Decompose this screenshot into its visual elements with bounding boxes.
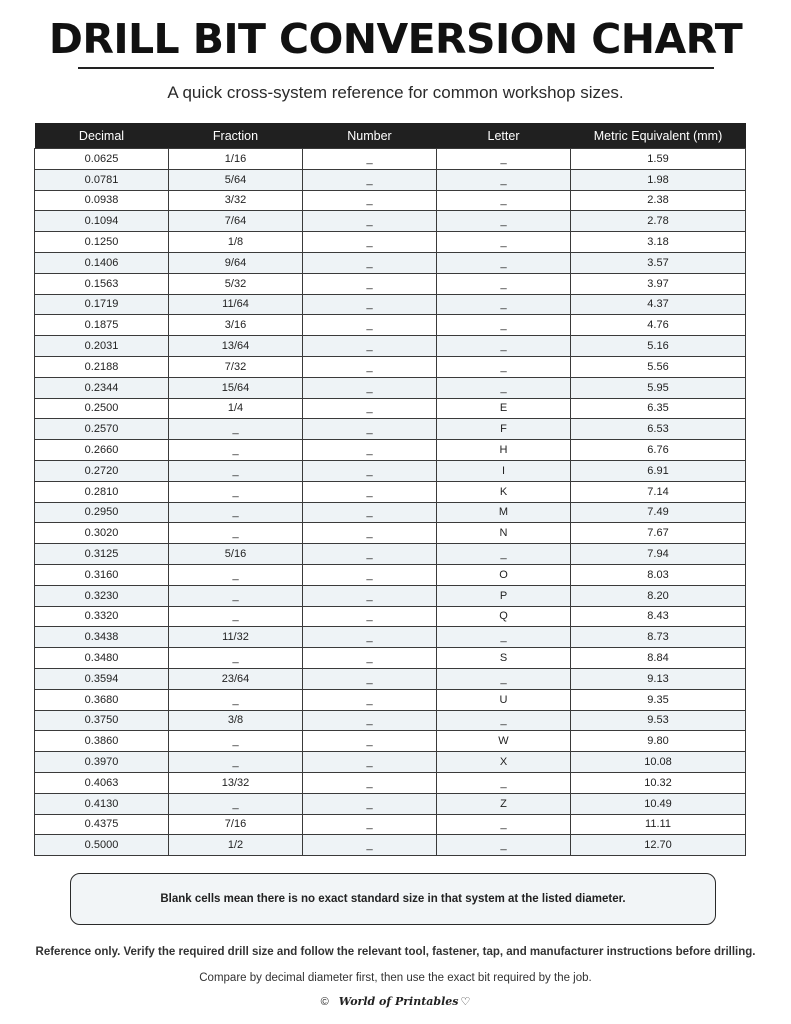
cell-decimal: 0.2500: [35, 398, 169, 419]
cell-metric: 2.78: [571, 211, 746, 232]
cell-metric: 8.73: [571, 627, 746, 648]
cell-letter: W: [437, 731, 571, 752]
cell-number: _: [303, 211, 437, 232]
cell-letter: _: [437, 149, 571, 170]
table-row: [35, 252, 746, 273]
cell-letter: Q: [437, 606, 571, 627]
cell-number: _: [303, 356, 437, 377]
cell-letter: _: [437, 544, 571, 565]
cell-letter: _: [437, 169, 571, 190]
cell-fraction: _: [169, 731, 303, 752]
cell-fraction: _: [169, 689, 303, 710]
cell-letter: K: [437, 481, 571, 502]
cell-fraction: 23/64: [169, 668, 303, 689]
cell-fraction: 5/64: [169, 169, 303, 190]
cell-fraction: _: [169, 793, 303, 814]
table-row: [35, 668, 746, 689]
cell-fraction: _: [169, 585, 303, 606]
table-row: [35, 710, 746, 731]
cell-letter: I: [437, 460, 571, 481]
table-row: [35, 481, 746, 502]
cell-number: _: [303, 232, 437, 253]
cell-number: _: [303, 190, 437, 211]
cell-number: _: [303, 419, 437, 440]
cell-fraction: 5/32: [169, 273, 303, 294]
table-row: [35, 648, 746, 669]
cell-number: _: [303, 149, 437, 170]
cell-decimal: 0.3125: [35, 544, 169, 565]
cell-metric: 5.56: [571, 356, 746, 377]
cell-number: _: [303, 648, 437, 669]
cell-number: _: [303, 440, 437, 461]
cell-letter: _: [437, 273, 571, 294]
cell-decimal: 0.3320: [35, 606, 169, 627]
cell-number: _: [303, 606, 437, 627]
table-row: [35, 377, 746, 398]
cell-decimal: 0.0938: [35, 190, 169, 211]
cell-metric: 10.49: [571, 793, 746, 814]
cell-metric: 9.53: [571, 710, 746, 731]
table-row: [35, 814, 746, 835]
brand-footer: [0, 994, 791, 1008]
cell-metric: 7.14: [571, 481, 746, 502]
cell-fraction: 11/32: [169, 627, 303, 648]
cell-metric: 9.13: [571, 668, 746, 689]
column-header-decimal: Decimal: [35, 123, 169, 149]
table-row: [35, 627, 746, 648]
cell-number: _: [303, 398, 437, 419]
cell-fraction: 7/64: [169, 211, 303, 232]
cell-number: _: [303, 585, 437, 606]
table-row: [35, 419, 746, 440]
table-row: [35, 169, 746, 190]
cell-fraction: 1/2: [169, 835, 303, 856]
cell-letter: _: [437, 772, 571, 793]
cell-number: _: [303, 772, 437, 793]
cell-number: _: [303, 564, 437, 585]
cell-metric: 6.35: [571, 398, 746, 419]
cell-decimal: 0.1250: [35, 232, 169, 253]
cell-metric: 5.95: [571, 377, 746, 398]
cell-decimal: 0.3160: [35, 564, 169, 585]
cell-decimal: 0.2720: [35, 460, 169, 481]
cell-metric: 4.76: [571, 315, 746, 336]
cell-letter: O: [437, 564, 571, 585]
cell-metric: 9.80: [571, 731, 746, 752]
table-row: [35, 294, 746, 315]
cell-metric: 2.38: [571, 190, 746, 211]
cell-number: _: [303, 689, 437, 710]
cell-fraction: 13/64: [169, 336, 303, 357]
cell-decimal: 0.3480: [35, 648, 169, 669]
cell-fraction: _: [169, 606, 303, 627]
cell-decimal: 0.2950: [35, 502, 169, 523]
cell-letter: F: [437, 419, 571, 440]
cell-fraction: 5/16: [169, 544, 303, 565]
cell-decimal: 0.1563: [35, 273, 169, 294]
cell-number: _: [303, 252, 437, 273]
cell-decimal: 0.3594: [35, 668, 169, 689]
cell-decimal: 0.3970: [35, 752, 169, 773]
table-row: [35, 585, 746, 606]
cell-decimal: 0.2031: [35, 336, 169, 357]
page-subtitle: A quick cross-system reference for common workshop sizes.: [167, 83, 624, 102]
cell-fraction: 11/64: [169, 294, 303, 315]
cell-metric: 6.76: [571, 440, 746, 461]
cell-metric: 5.16: [571, 336, 746, 357]
cell-letter: _: [437, 252, 571, 273]
cell-decimal: 0.4063: [35, 772, 169, 793]
cell-letter: U: [437, 689, 571, 710]
disclaimer-text: Reference only. Verify the required drill size and follow the relevant tool, fastener, tap, and manufacturer instructions before drilling.: [35, 946, 756, 958]
table-row: [35, 460, 746, 481]
cell-number: _: [303, 502, 437, 523]
cell-decimal: 0.1406: [35, 252, 169, 273]
table-row: [35, 190, 746, 211]
cell-metric: 4.37: [571, 294, 746, 315]
cell-number: _: [303, 523, 437, 544]
cell-number: _: [303, 668, 437, 689]
info-note-box: [70, 873, 716, 925]
cell-metric: 8.20: [571, 585, 746, 606]
cell-letter: _: [437, 627, 571, 648]
cell-metric: 7.94: [571, 544, 746, 565]
cell-decimal: 0.2660: [35, 440, 169, 461]
cell-letter: _: [437, 232, 571, 253]
cell-metric: 3.18: [571, 232, 746, 253]
cell-letter: S: [437, 648, 571, 669]
table-row: [35, 232, 746, 253]
cell-fraction: 3/8: [169, 710, 303, 731]
cell-fraction: _: [169, 564, 303, 585]
cell-metric: 8.84: [571, 648, 746, 669]
cell-number: _: [303, 460, 437, 481]
table-row: [35, 149, 746, 170]
page-title: DRILL BIT CONVERSION CHART: [48, 15, 743, 63]
cell-decimal: 0.2570: [35, 419, 169, 440]
table-row: [35, 544, 746, 565]
table-row: [35, 731, 746, 752]
cell-fraction: 7/32: [169, 356, 303, 377]
cell-number: _: [303, 273, 437, 294]
cell-letter: P: [437, 585, 571, 606]
table-row: [35, 523, 746, 544]
cell-fraction: 7/16: [169, 814, 303, 835]
cell-letter: _: [437, 315, 571, 336]
cell-fraction: 13/32: [169, 772, 303, 793]
cell-metric: 12.70: [571, 835, 746, 856]
cell-letter: M: [437, 502, 571, 523]
cell-decimal: 0.3230: [35, 585, 169, 606]
cell-letter: _: [437, 294, 571, 315]
cell-letter: _: [437, 835, 571, 856]
table-row: [35, 752, 746, 773]
cell-metric: 1.98: [571, 169, 746, 190]
cell-fraction: 3/32: [169, 190, 303, 211]
table-row: [35, 793, 746, 814]
cell-fraction: 1/8: [169, 232, 303, 253]
cell-fraction: _: [169, 648, 303, 669]
cell-metric: 11.11: [571, 814, 746, 835]
cell-decimal: 0.3680: [35, 689, 169, 710]
cell-metric: 6.53: [571, 419, 746, 440]
cell-letter: _: [437, 211, 571, 232]
cell-decimal: 0.0625: [35, 149, 169, 170]
table-row: [35, 689, 746, 710]
cell-fraction: _: [169, 460, 303, 481]
cell-fraction: 1/16: [169, 149, 303, 170]
table-row: [35, 564, 746, 585]
table-row: [35, 336, 746, 357]
cell-number: _: [303, 731, 437, 752]
cell-fraction: _: [169, 419, 303, 440]
table-row: [35, 398, 746, 419]
cell-number: _: [303, 377, 437, 398]
table-row: [35, 835, 746, 856]
cell-metric: 9.35: [571, 689, 746, 710]
cell-letter: E: [437, 398, 571, 419]
cell-letter: _: [437, 356, 571, 377]
cell-decimal: 0.3438: [35, 627, 169, 648]
cell-metric: 7.67: [571, 523, 746, 544]
cell-metric: 8.03: [571, 564, 746, 585]
cell-decimal: 0.3020: [35, 523, 169, 544]
cell-number: _: [303, 710, 437, 731]
table-row: [35, 606, 746, 627]
cell-letter: X: [437, 752, 571, 773]
cell-number: _: [303, 336, 437, 357]
cell-letter: N: [437, 523, 571, 544]
column-header-letter: Letter: [437, 123, 571, 149]
cell-decimal: 0.0781: [35, 169, 169, 190]
cell-number: _: [303, 835, 437, 856]
copyright-icon: ©: [320, 996, 329, 1008]
cell-letter: Z: [437, 793, 571, 814]
cell-number: _: [303, 793, 437, 814]
cell-decimal: 0.2344: [35, 377, 169, 398]
conversion-table: [34, 123, 746, 856]
cell-fraction: _: [169, 523, 303, 544]
table-row: [35, 356, 746, 377]
cell-letter: _: [437, 190, 571, 211]
cell-letter: _: [437, 814, 571, 835]
table-row: [35, 211, 746, 232]
heart-icon: ♡: [460, 996, 471, 1008]
column-header-fraction: Fraction: [169, 123, 303, 149]
cell-metric: 3.97: [571, 273, 746, 294]
cell-fraction: 9/64: [169, 252, 303, 273]
cell-metric: 3.57: [571, 252, 746, 273]
cell-decimal: 0.4375: [35, 814, 169, 835]
cell-fraction: _: [169, 752, 303, 773]
usage-tip-text: Compare by decimal diameter first, then use the exact bit required by the job.: [199, 972, 592, 984]
cell-metric: 10.08: [571, 752, 746, 773]
cell-letter: H: [437, 440, 571, 461]
cell-decimal: 0.2810: [35, 481, 169, 502]
table-row: [35, 315, 746, 336]
cell-letter: _: [437, 710, 571, 731]
cell-fraction: _: [169, 440, 303, 461]
cell-fraction: _: [169, 481, 303, 502]
cell-number: _: [303, 169, 437, 190]
cell-decimal: 0.3750: [35, 710, 169, 731]
cell-metric: 7.49: [571, 502, 746, 523]
cell-number: _: [303, 481, 437, 502]
cell-decimal: 0.4130: [35, 793, 169, 814]
column-header-metric: Metric Equivalent (mm): [571, 123, 746, 149]
cell-decimal: 0.2188: [35, 356, 169, 377]
cell-metric: 10.32: [571, 772, 746, 793]
cell-decimal: 0.1719: [35, 294, 169, 315]
cell-number: _: [303, 627, 437, 648]
title-underline: [78, 67, 714, 69]
table-body: [35, 149, 746, 856]
info-note-text: Blank cells mean there is no exact standard size in that system at the listed diameter.: [160, 893, 626, 905]
cell-letter: _: [437, 377, 571, 398]
cell-number: _: [303, 752, 437, 773]
cell-fraction: _: [169, 502, 303, 523]
cell-number: _: [303, 294, 437, 315]
cell-number: _: [303, 315, 437, 336]
cell-letter: _: [437, 336, 571, 357]
table-header-row: [35, 123, 746, 149]
cell-fraction: 15/64: [169, 377, 303, 398]
table-row: [35, 440, 746, 461]
column-header-number: Number: [303, 123, 437, 149]
table-row: [35, 273, 746, 294]
table-row: [35, 772, 746, 793]
table-row: [35, 502, 746, 523]
cell-decimal: 0.3860: [35, 731, 169, 752]
cell-fraction: 1/4: [169, 398, 303, 419]
cell-decimal: 0.1875: [35, 315, 169, 336]
cell-letter: _: [437, 668, 571, 689]
cell-metric: 8.43: [571, 606, 746, 627]
cell-number: _: [303, 544, 437, 565]
cell-number: _: [303, 814, 437, 835]
cell-decimal: 0.5000: [35, 835, 169, 856]
cell-metric: 6.91: [571, 460, 746, 481]
cell-decimal: 0.1094: [35, 211, 169, 232]
cell-metric: 1.59: [571, 149, 746, 170]
brand-name: World of Printables: [338, 995, 459, 1008]
cell-fraction: 3/16: [169, 315, 303, 336]
